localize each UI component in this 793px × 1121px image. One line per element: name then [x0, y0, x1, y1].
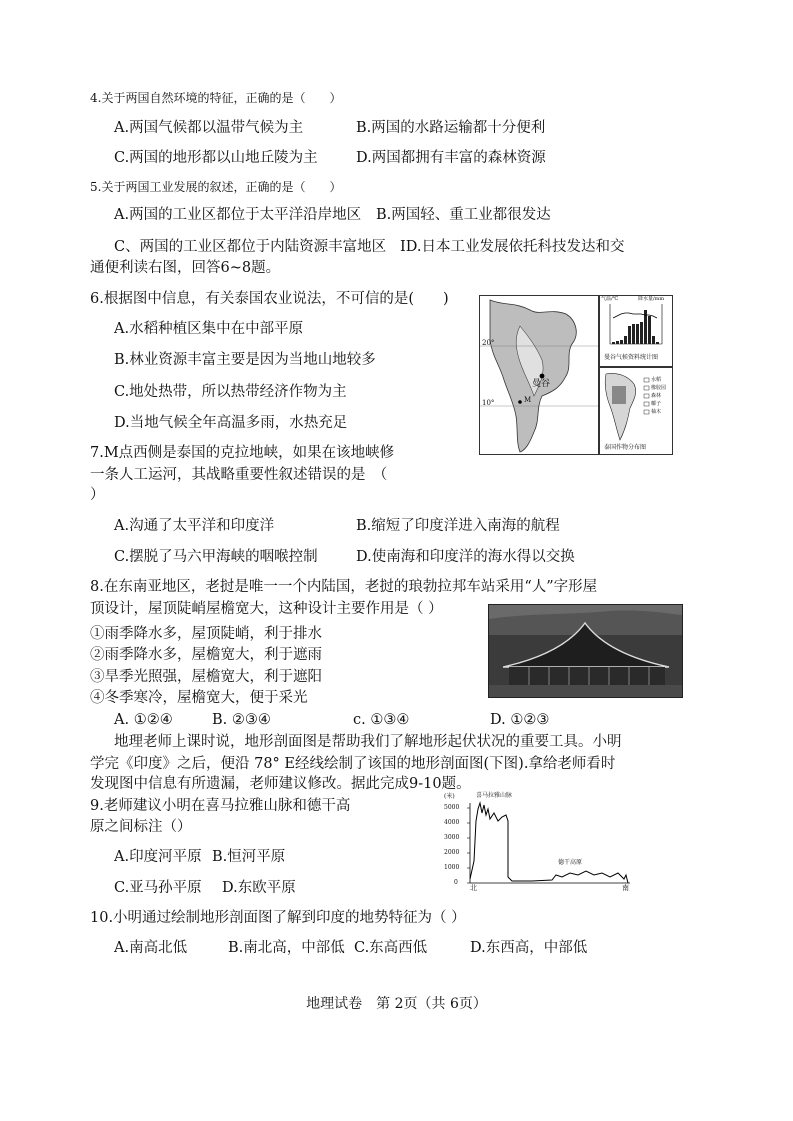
map-lat-10: 10°: [482, 399, 495, 407]
q6-stem: 6.根据图中信息，有关泰国农业说法，不可信的是( ): [90, 291, 449, 307]
intro-line1: 地理老师上课时说，地形剖面图是帮助我们了解地形起伏状况的重要工具。小明: [114, 734, 622, 750]
profile-y-unit: (米): [444, 793, 455, 800]
q8-option-b: B. ②③④: [212, 712, 271, 728]
q7-option-c: C.摆脱了马六甲海峡的咽喉控制: [114, 549, 318, 565]
q6-option-c: C.地处热带，所以热带经济作物为主: [114, 384, 347, 400]
q10-option-a: A.南高北低: [114, 940, 188, 956]
thailand-map-figure: [479, 295, 599, 455]
climate-bars: [600, 296, 672, 350]
laos-station-photo: [488, 604, 683, 698]
q7-stem-line3: ）: [90, 487, 105, 503]
map-lat-20: 20°: [482, 339, 495, 347]
map-point-m: M: [524, 396, 532, 404]
profile-label-deccan: 德干高原: [558, 859, 583, 866]
q9-option-b: B.恒河平原: [212, 849, 286, 865]
profile-ytick-3000: 3000: [444, 834, 460, 841]
q8-option-a: A. ①②④: [114, 712, 173, 728]
bangkok-climate-chart: [599, 295, 673, 367]
q8-stem-line2: 顶设计，屋顶陡峭屋檐宽大，这种设计主要作用是（ ）: [90, 601, 443, 617]
q7-option-d: D.使南海和印度洋的海水得以交换: [356, 549, 575, 565]
q9-option-d: D.东欧平原: [222, 880, 296, 896]
q5-option-b: B.两国轻、重工业都很发达: [376, 207, 551, 223]
q10-option-c: C.东高西低: [354, 940, 428, 956]
thailand-map-drawing: [480, 296, 598, 454]
q5-continuation: 通便利读右图，回答6~8题。: [90, 260, 281, 276]
q6-option-d: D.当地气候全年高温多雨，水热充足: [114, 415, 348, 431]
q6-option-b: B.林业资源丰富主要是因为当地山地较多: [114, 352, 376, 368]
q5-option-c: C、两国的工业区都位于内陆资源丰富地区: [114, 239, 387, 255]
q10-stem: 10.小明通过绘制地形剖面图了解到印度的地势特征为（ ）: [90, 910, 466, 926]
station-roof-drawing: [489, 605, 682, 697]
intro-line2: 学完《印度》之后，便沿 78° E经线绘制了该国的地形剖面图(下图).拿给老师看时: [90, 756, 616, 772]
crop-legend-4: 柚木: [651, 409, 662, 415]
crop-caption: 泰国作物分布图: [604, 444, 647, 451]
india-terrain-profile: [442, 791, 634, 893]
q9-option-a: A.印度河平原: [114, 849, 202, 865]
profile-ytick-2000: 2000: [444, 849, 460, 856]
climate-caption: 曼谷气候资料统计图: [604, 354, 659, 361]
q4-option-b: B.两国的水路运输都十分便利: [356, 120, 546, 136]
q8-option-d: D. ①②③: [490, 712, 550, 728]
thailand-crop-map: [599, 367, 673, 455]
q4-option-a: A.两国气候都以温带气候为主: [114, 120, 304, 136]
climate-precip-axis-label: 降水量/mm: [638, 296, 665, 302]
q8-statement-1: ①雨季降水多，屋顶陡峭，利于排水: [90, 626, 322, 642]
map-label-bangkok: 曼谷: [532, 379, 551, 389]
profile-label-south: 南: [622, 884, 629, 892]
profile-ytick-1000: 1000: [444, 864, 460, 871]
intro-line3: 发现图中信息有所遗漏，老师建议修改。据此完成9-10题。: [90, 776, 471, 792]
q8-statement-4: ④冬季寒冷，屋檐宽大，便于采光: [90, 690, 308, 706]
q8-stem-line1: 8.在东南亚地区，老挝是唯一一个内陆国，老挝的琅勃拉邦车站采用“人”字形屋: [90, 579, 598, 595]
profile-ytick-0: 0: [454, 879, 458, 886]
q5-stem: 5.关于两国工业发展的叙述，正确的是（ ）: [90, 180, 342, 194]
q8-option-c: c. ①③④: [353, 712, 410, 728]
q9-stem-line2: 原之间标注（）: [90, 819, 192, 835]
profile-label-north: 北: [470, 884, 477, 892]
climate-temp-axis-label: 气温/℃: [601, 296, 619, 302]
q7-option-a: A.沟通了太平洋和印度洋: [114, 518, 275, 534]
q8-statement-2: ②雨季降水多，屋檐宽大，利于遮雨: [90, 647, 322, 663]
q4-stem: 4.关于两国自然环境的特征，正确的是（ ）: [90, 91, 342, 105]
q9-stem-line1: 9.老师建议小明在喜马拉雅山脉和德干高: [90, 798, 351, 814]
q6-option-a: A.水稻种植区集中在中部平原: [114, 321, 304, 337]
profile-drawing: [442, 791, 634, 893]
q10-option-b: B.南北高，中部低: [228, 940, 345, 956]
q5-option-a: A.两国的工业区都位于太平洋沿岸地区: [114, 207, 362, 223]
profile-label-himalaya: 喜马拉雅山脉: [476, 792, 513, 799]
q7-option-b: B.缩短了印度洋进入南海的航程: [356, 518, 560, 534]
crop-legend-0: 水稻: [651, 377, 662, 383]
q10-option-d: D.东西高，中部低: [470, 940, 588, 956]
crop-legend-2: 森林: [651, 393, 662, 399]
profile-ytick-5000: 5000: [444, 804, 460, 811]
q4-option-c: C.两国的地形都以山地丘陵为主: [114, 150, 318, 166]
q7-stem-line1: 7.M点西侧是泰国的克拉地峡，如果在该地峡修: [90, 445, 395, 461]
q7-stem-line2: 一条人工运河，其战略重要性叙述错误的是 （: [90, 467, 388, 483]
q4-option-d: D.两国都拥有丰富的森林资源: [356, 150, 546, 166]
q5-option-d: ID.日本工业发展依托科技发达和交: [400, 239, 625, 255]
crop-map-drawing: [600, 368, 672, 444]
profile-ytick-4000: 4000: [444, 819, 460, 826]
crop-legend-1: 橡胶园: [651, 385, 667, 391]
q8-statement-3: ③旱季光照强，屋檐宽大，利于遮阳: [90, 669, 322, 685]
page-footer: 地理试卷 第 2页（共 6页）: [306, 996, 487, 1012]
q9-option-c: C.亚马孙平原: [114, 880, 202, 896]
crop-legend-3: 椰子: [651, 401, 662, 407]
